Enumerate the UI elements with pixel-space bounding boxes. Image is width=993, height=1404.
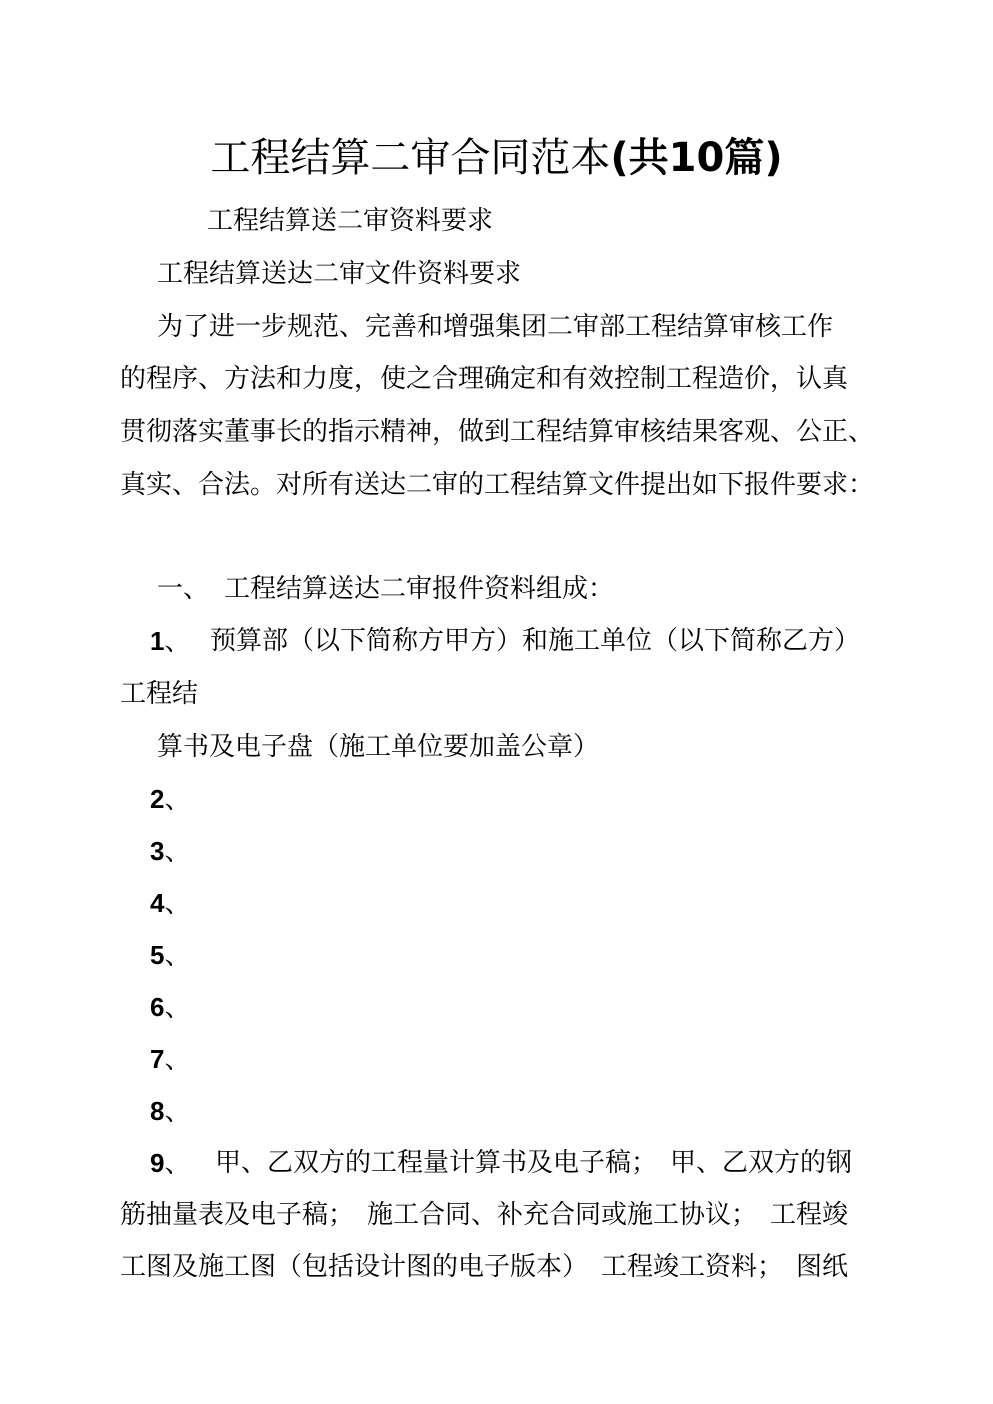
list-item-continuation: 筋抽量表及电子稿； 施工合同、补充合同或施工协议； 工程竣 bbox=[120, 1200, 849, 1230]
item-sep: 、 bbox=[164, 889, 191, 919]
item-num: 2 bbox=[150, 784, 165, 814]
item-sep: 、 bbox=[164, 993, 191, 1023]
item-num: 3 bbox=[150, 836, 165, 866]
section1-label: 一、 bbox=[157, 574, 210, 604]
list-item-continuation: 工程结 bbox=[120, 679, 199, 709]
list-item-text: 预算部（以下简称方甲方）和施工单位（以下简称乙方） bbox=[210, 626, 861, 656]
item-num: 7 bbox=[150, 1044, 165, 1074]
item-num: 6 bbox=[150, 992, 165, 1022]
title-count: 10 bbox=[668, 135, 725, 181]
list-item-number bbox=[150, 1147, 190, 1180]
item-sep: 、 bbox=[164, 941, 191, 971]
subtitle: 工程结算送二审资料要求 bbox=[207, 206, 494, 236]
intro-line: 的程序、方法和力度，使之合理确定和有效控制工程造价，认真 bbox=[120, 364, 849, 394]
title-paren-close: ) bbox=[764, 135, 783, 181]
list-item bbox=[150, 887, 190, 920]
list-item bbox=[150, 1043, 190, 1076]
intro-line: 真实、合法。对所有送达二审的工程结算文件提出如下报件要求： bbox=[120, 470, 875, 500]
list-item bbox=[150, 991, 190, 1024]
title-text: 工程结算二审合同范本 bbox=[210, 135, 611, 181]
item-num: 9 bbox=[150, 1148, 165, 1178]
list-item-number bbox=[150, 625, 190, 658]
intro-line: 贯彻落实董事长的指示精神，做到工程结算审核结果客观、公正、 bbox=[120, 417, 875, 447]
item-num: 5 bbox=[150, 940, 165, 970]
item-sep: 、 bbox=[164, 837, 191, 867]
list-item bbox=[150, 1095, 190, 1128]
item-num: 1 bbox=[150, 626, 165, 656]
list-item-text: 甲、乙双方的工程量计算书及电子稿； 甲、乙双方的钢 bbox=[215, 1148, 853, 1178]
document-title bbox=[0, 132, 993, 184]
section-heading: 工程结算送达二审文件资料要求 bbox=[157, 259, 522, 289]
item-sep: 、 bbox=[164, 1045, 191, 1075]
list-item bbox=[150, 835, 190, 868]
list-item bbox=[150, 783, 190, 816]
section1-text: 工程结算送达二审报件资料组成： bbox=[224, 574, 615, 604]
item-num: 4 bbox=[150, 888, 165, 918]
list-item-continuation: 工图及施工图（包括设计图的电子版本） 工程竣工资料； 图纸 bbox=[120, 1252, 849, 1282]
item-sep: 、 bbox=[164, 1097, 191, 1127]
item-sep: 、 bbox=[164, 627, 191, 657]
intro-line: 为了进一步规范、完善和增强集团二审部工程结算审核工作 bbox=[157, 312, 834, 342]
item-num: 8 bbox=[150, 1096, 165, 1126]
list-item bbox=[150, 939, 190, 972]
title-paren-open: (共 bbox=[610, 135, 669, 181]
item-sep: 、 bbox=[164, 1149, 191, 1179]
title-unit: 篇 bbox=[724, 135, 765, 181]
list-item-continuation: 算书及电子盘（施工单位要加盖公章） bbox=[157, 732, 600, 762]
item-sep: 、 bbox=[164, 785, 191, 815]
